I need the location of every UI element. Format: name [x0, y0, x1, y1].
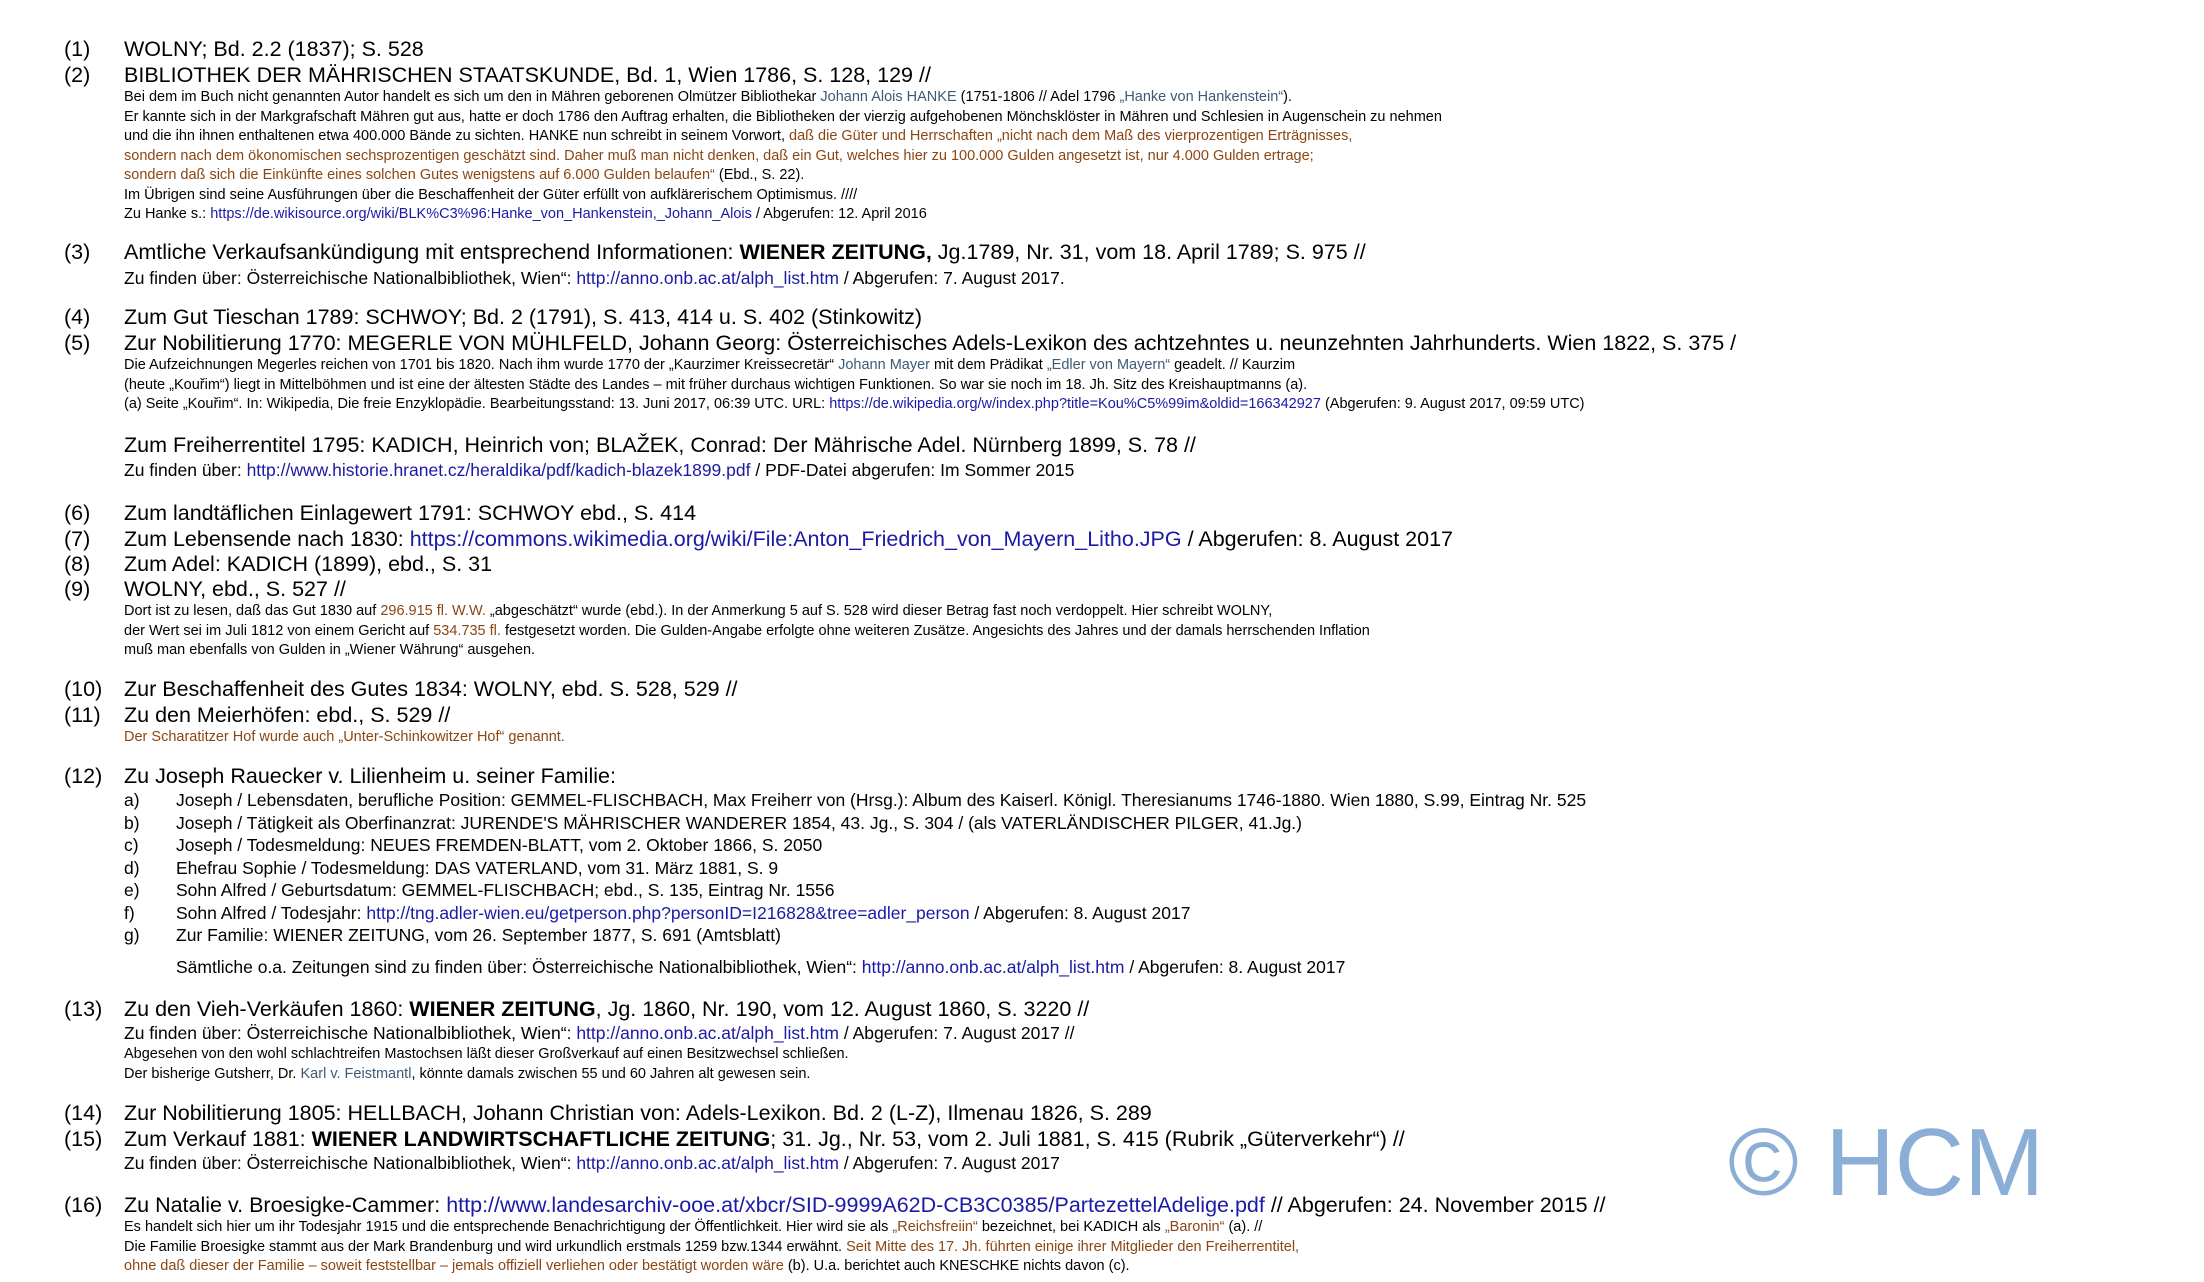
note-13-line-2: Abgesehen von den wohl schlachtreifen Mastochsen läßt dieser Großverkauf auf einen Besitzwechsel schließen. — [124, 1046, 849, 1062]
sub-item-text: Joseph / Tätigkeit als Oberfinanzrat: JURENDE'S MÄHRISCHER WANDERER 1854, 43. Jg., S. 304 / (als VATERLÄNDISCHER PILGER, 41.Jg.) — [176, 812, 1302, 833]
footnote-text: Zur Nobilitierung 1770: MEGERLE VON MÜHLFELD, Johann Georg: Österreichisches Adels-Lexikon des achtzehntes u. neunzehnten Jahrhunderts. Wien 1822, S. 375 / — [124, 331, 1737, 355]
note-2-line-6: Im Übrigen sind seine Ausführungen über die Beschaffenheit der Güter erfüllt von aufklärerischem Optimismus. //// — [124, 186, 858, 203]
anno-link[interactable]: http://anno.onb.ac.at/alph_list.htm — [576, 1023, 839, 1043]
note-2-line-1: Bei dem im Buch nicht genannten Autor handelt es sich um den in Mähren geborenen Olmützer Bibliothekar Johann Alois HANKE (1751-1806 // Adel 1796 „Hanke von Hankenstein“). — [124, 89, 1292, 105]
sub-item-label: g) — [124, 925, 140, 945]
note-5-line-3: (a) Seite „Kouřim“. In: Wikipedia, Die freie Enzyklopädie. Bearbeitungsstand: 13. Juni 2017, 06:39 UTC. URL: https://de.wikipedia.org/w/index.php?title=Kou%C5%99im&oldid=166342927 (Abgerufen: 9. August 2017, 09:59 UTC) — [124, 396, 1585, 412]
footnote-number: (3) — [64, 240, 91, 264]
wikisource-link[interactable]: https://de.wikisource.org/wiki/BLK%C3%96:Hanke_von_Hankenstein,_Johann_Alois — [210, 206, 752, 222]
footnote-number: (2) — [64, 63, 91, 87]
footnote-text: Zum Gut Tieschan 1789: SCHWOY; Bd. 2 (1791), S. 413, 414 u. S. 402 (Stinkowitz) — [124, 305, 923, 329]
footnote-number: (12) — [64, 764, 103, 788]
footnote-number: (6) — [64, 501, 91, 525]
note-9-line-1: Dort ist zu lesen, daß das Gut 1830 auf 296.915 fl. W.W. „abgeschätzt“ wurde (ebd.). In der Anmerkung 5 auf S. 528 wird dieser Betrag fast noch verdoppelt. Hier schreibt WOLNY, — [124, 603, 1273, 619]
sub-item-text: Joseph / Todesmeldung: NEUES FREMDEN-BLATT, vom 2. Oktober 1866, S. 2050 — [176, 835, 823, 855]
footnote-text: Zu den Meierhöfen: ebd., S. 529 // — [124, 703, 451, 727]
amount-value: 296.915 fl. W.W. — [380, 603, 486, 619]
landesarchiv-link[interactable]: http://www.landesarchiv-ooe.at/xbcr/SID-9999A62D-CB3C0385/PartezettelAdelige.pdf — [446, 1193, 1265, 1217]
footnote-text: WOLNY, ebd., S. 527 // — [124, 577, 346, 601]
sub-item-label: f) — [124, 902, 135, 923]
sub-item-text: Sohn Alfred / Geburtsdatum: GEMMEL-FLISCHBACH; ebd., S. 135, Eintrag Nr. 1556 — [176, 880, 835, 900]
quote-text: sondern daß sich die Einkünfte eines solchen Gutes wenigstens auf 6.000 Gulden belaufen“ — [124, 167, 715, 183]
sub-item-text: Ehefrau Sophie / Todesmeldung: DAS VATERLAND, vom 31. März 1881, S. 9 — [176, 857, 779, 878]
footnote-number: (9) — [64, 577, 91, 601]
note-13-line-3: Der bisherige Gutsherr, Dr. Karl v. Feistmantl, könnte damals zwischen 55 und 60 Jahren alt gewesen sein. — [124, 1065, 811, 1082]
note-2-line-4: sondern nach dem ökonomischen sechsprozentigen geschätzt sind. Daher muß man nicht denken, daß ein Gut, welches hier zu 100.000 Gulden angesetzt ist, nur 4.000 Gulden ertrage; — [124, 147, 1314, 164]
note-12-source: Sämtliche o.a. Zeitungen sind zu finden über: Österreichische Nationalbibliothek, Wien“: http://anno.onb.ac.at/alph_list.htm / Abgerufen: 8. August 2017 — [176, 957, 1346, 977]
footnote-number: (11) — [64, 703, 101, 727]
title-quote: „Edler von Mayern“ — [1046, 357, 1171, 373]
wikipedia-link[interactable]: https://de.wikipedia.org/w/index.php?title=Kou%C5%99im&oldid=166342927 — [829, 396, 1321, 412]
footnote-text: Zur Nobilitierung 1805: HELLBACH, Johann Christian von: Adels-Lexikon. Bd. 2 (L-Z), Ilmenau 1826, S. 289 — [124, 1101, 1152, 1125]
note-2-line-2: Er kannte sich in der Markgrafschaft Mähren gut aus, hatte er doch 1786 den Auftrag erhalten, die Bibliotheken der vierzig aufgehobenen Mönchsklöster in Mähren und Schlesien in Augenschein zu nehmen — [124, 108, 1442, 125]
newspaper-title: WIENER LANDWIRTSCHAFTLICHE ZEITUNG — [311, 1127, 771, 1151]
note-16-line-2: Die Familie Broesigke stammt aus der Mark Brandenburg und wird urkundlich erstmals 1259 bzw.1344 erwähnt. Seit Mitte des 17. Jh. führten einige ihrer Mitglieder den Freiherrentitel, — [124, 1238, 1300, 1255]
newspaper-title: WIENER ZEITUNG — [409, 997, 596, 1021]
note-2-line-3: und die ihn ihnen enthaltenen etwa 400.000 Bände zu sichten. HANKE nun schreibt in seinem Vorwort, daß die Güter und Herrschaften „nicht nach dem Maß des vierprozentigen Erträgnisses, — [124, 128, 1353, 144]
footnote-text: Zum Verkauf 1881: WIENER LANDWIRTSCHAFTLICHE ZEITUNG; 31. Jg., Nr. 53, vom 2. Juli 1881, S. 415 (Rubrik „Güterverkehr“) // — [124, 1127, 1405, 1151]
person-name: Johann Alois HANKE — [820, 89, 957, 105]
footnote-text: Zum Freiherrentitel 1795: KADICH, Heinrich von; BLAŽEK, Conrad: Der Mährische Adel. Nürnberg 1899, S. 78 // — [124, 433, 1196, 457]
title-quote: „Baronin“ — [1164, 1219, 1225, 1235]
footnote-text: Zu Joseph Rauecker v. Lilienheim u. seiner Familie: — [124, 764, 616, 788]
note-9-line-2: der Wert sei im Juli 1812 von einem Gericht auf 534.735 fl. festgesetzt worden. Die Gulden-Angabe erfolgte ohne weiteren Zusätze. Angesichts des Jahres und der damals herrschenden Inflation — [124, 622, 1370, 639]
anno-link[interactable]: http://anno.onb.ac.at/alph_list.htm — [861, 957, 1125, 977]
footnote-text: Zum landtäflichen Einlagewert 1791: SCHWOY ebd., S. 414 — [124, 501, 697, 525]
sub-item-label: a) — [124, 790, 140, 810]
footnote-text: Zu Natalie v. Broesigke-Cammer: http://www.landesarchiv-ooe.at/xbcr/SID-9999A62D-CB3C0385/PartezettelAdelige.pdf // Abgerufen: 24. November 2015 // — [124, 1193, 1606, 1217]
copyright-watermark: © HCM — [1728, 1109, 2045, 1216]
person-name: Johann Mayer — [838, 357, 930, 373]
footnote-number: (10) — [64, 677, 103, 701]
newspaper-title: WIENER ZEITUNG, — [739, 240, 932, 264]
title-quote: „Hanke von Hankenstein“ — [1119, 89, 1284, 105]
quote-text: Seit Mitte des 17. Jh. führten einige ihrer Mitglieder den Freiherrentitel, — [846, 1238, 1300, 1255]
footnote-number: (1) — [64, 37, 91, 61]
footnote-number: (5) — [64, 331, 91, 355]
footnote-number: (16) — [64, 1193, 103, 1217]
footnote-text: Zum Adel: KADICH (1899), ebd., S. 31 — [124, 552, 493, 576]
note-16-line-3: ohne daß dieser der Familie – soweit feststellbar – jemals offiziell verliehen oder bestätigt worden wäre (b). U.a. berichtet auch KNESCHKE nichts davon (c). — [124, 1258, 1130, 1274]
wikimedia-link[interactable]: https://commons.wikimedia.org/wiki/File:Anton_Friedrich_von_Mayern_Litho.JPG — [409, 527, 1182, 551]
footnote-text: Zu den Vieh-Verkäufen 1860: WIENER ZEITUNG, Jg. 1860, Nr. 190, vom 12. August 1860, S. 3220 // — [124, 997, 1090, 1021]
footnote-number: (13) — [64, 997, 103, 1021]
sub-item-label: d) — [124, 857, 140, 878]
title-quote: „Reichsfreiin“ — [892, 1219, 978, 1235]
person-name: Karl v. Feistmantl — [300, 1065, 412, 1082]
footnote-number: (8) — [64, 552, 91, 576]
note-13: Zu finden über: Österreichische Nationalbibliothek, Wien“: http://anno.onb.ac.at/alph_list.htm / Abgerufen: 7. August 2017 // — [124, 1023, 1075, 1043]
quote-text: ohne daß dieser der Familie – soweit feststellbar – jemals offiziell verliehen oder bestätigt worden wäre — [124, 1258, 784, 1274]
footnote-number: (14) — [64, 1101, 103, 1125]
sub-item-label: e) — [124, 880, 140, 900]
anno-link[interactable]: http://anno.onb.ac.at/alph_list.htm — [576, 1153, 839, 1173]
footnote-number: (15) — [64, 1127, 103, 1151]
sub-item-text: Zur Familie: WIENER ZEITUNG, vom 26. September 1877, S. 691 (Amtsblatt) — [176, 925, 781, 945]
footnote-text: Zum Lebensende nach 1830: https://commons.wikimedia.org/wiki/File:Anton_Friedrich_von_Mayern_Litho.JPG / Abgerufen: 8. August 2017 — [124, 527, 1453, 551]
note-3: Zu finden über: Österreichische Nationalbibliothek, Wien“: http://anno.onb.ac.at/alph_list.htm / Abgerufen: 7. August 2017. — [124, 268, 1065, 288]
amount-value: 534.735 fl. — [433, 622, 501, 639]
footnote-text: Zur Beschaffenheit des Gutes 1834: WOLNY, ebd. S. 528, 529 // — [124, 677, 738, 701]
note-15: Zu finden über: Österreichische Nationalbibliothek, Wien“: http://anno.onb.ac.at/alph_list.htm / Abgerufen: 7. August 2017 — [124, 1153, 1060, 1173]
sub-item-text: Sohn Alfred / Todesjahr: http://tng.adler-wien.eu/getperson.php?personID=I216828&tree=adler_person / Abgerufen: 8. August 2017 — [176, 902, 1191, 923]
note-5-source: Zu finden über: http://www.historie.hranet.cz/heraldika/pdf/kadich-blazek1899.pdf / PDF-Datei abgerufen: Im Sommer 2015 — [124, 460, 1075, 480]
footnote-text: BIBLIOTHEK DER MÄHRISCHEN STAATSKUNDE, Bd. 1, Wien 1786, S. 128, 129 // — [124, 63, 931, 87]
footnote-number: (7) — [64, 527, 91, 551]
note-5-line-1: Die Aufzeichnungen Megerles reichen von 1701 bis 1820. Nach ihm wurde 1770 der „Kaurzimer Kreissecretär“ Johann Mayer mit dem Prädikat „Edler von Mayern“ geadelt. // Kaurzim — [124, 357, 1296, 373]
adler-link[interactable]: http://tng.adler-wien.eu/getperson.php?personID=I216828&tree=adler_person — [366, 902, 970, 923]
anno-link[interactable]: http://anno.onb.ac.at/alph_list.htm — [576, 268, 839, 288]
note-11: Der Scharatitzer Hof wurde auch „Unter-Schinkowitzer Hof“ genannt. — [124, 729, 565, 745]
footnote-number: (4) — [64, 305, 91, 329]
note-16-line-1: Es handelt sich hier um ihr Todesjahr 1915 und die entsprechende Benachrichtigung der Öffentlichkeit. Hier wird sie als „Reichsfreiin“ bezeichnet, bei KADICH als „Baronin“ (a). // — [124, 1219, 1263, 1235]
sub-item-label: c) — [124, 835, 139, 855]
note-2-line-5: sondern daß sich die Einkünfte eines solchen Gutes wenigstens auf 6.000 Gulden belaufen“ (Ebd., S. 22). — [124, 167, 805, 183]
note-2-line-7: Zu Hanke s.: https://de.wikisource.org/wiki/BLK%C3%96:Hanke_von_Hankenstein,_Johann_Alois / Abgerufen: 12. April 2016 — [124, 206, 927, 222]
pdf-link[interactable]: http://www.historie.hranet.cz/heraldika/pdf/kadich-blazek1899.pdf — [246, 460, 751, 480]
sub-item-text: Joseph / Lebensdaten, berufliche Position: GEMMEL-FLISCHBACH, Max Freiherr von (Hrsg.): Album des Kaiserl. Königl. Theresianums 1746-1880. Wien 1880, S.99, Eintrag Nr. 525 — [176, 790, 1587, 810]
footnote-text: WOLNY; Bd. 2.2 (1837); S. 528 — [124, 37, 424, 61]
sub-item-label: b) — [124, 812, 140, 833]
note-9-line-3: muß man ebenfalls von Gulden in „Wiener Währung“ ausgehen. — [124, 642, 536, 658]
note-5-line-2: (heute „Kouřim“) liegt in Mittelböhmen und ist eine der ältesten Städte des Landes – mit früher durchaus wichtigen Funktionen. So war sie noch im 18. Jh. Sitz des Kreishauptmanns (a). — [124, 376, 1308, 393]
quote-text: daß die Güter und Herrschaften „nicht nach dem Maß des vierprozentigen Erträgnisses, — [789, 128, 1353, 144]
footnote-text: Amtliche Verkaufsankündigung mit entsprechend Informationen: WIENER ZEITUNG, Jg.1789, Nr. 31, vom 18. April 1789; S. 975 // — [124, 240, 1366, 264]
